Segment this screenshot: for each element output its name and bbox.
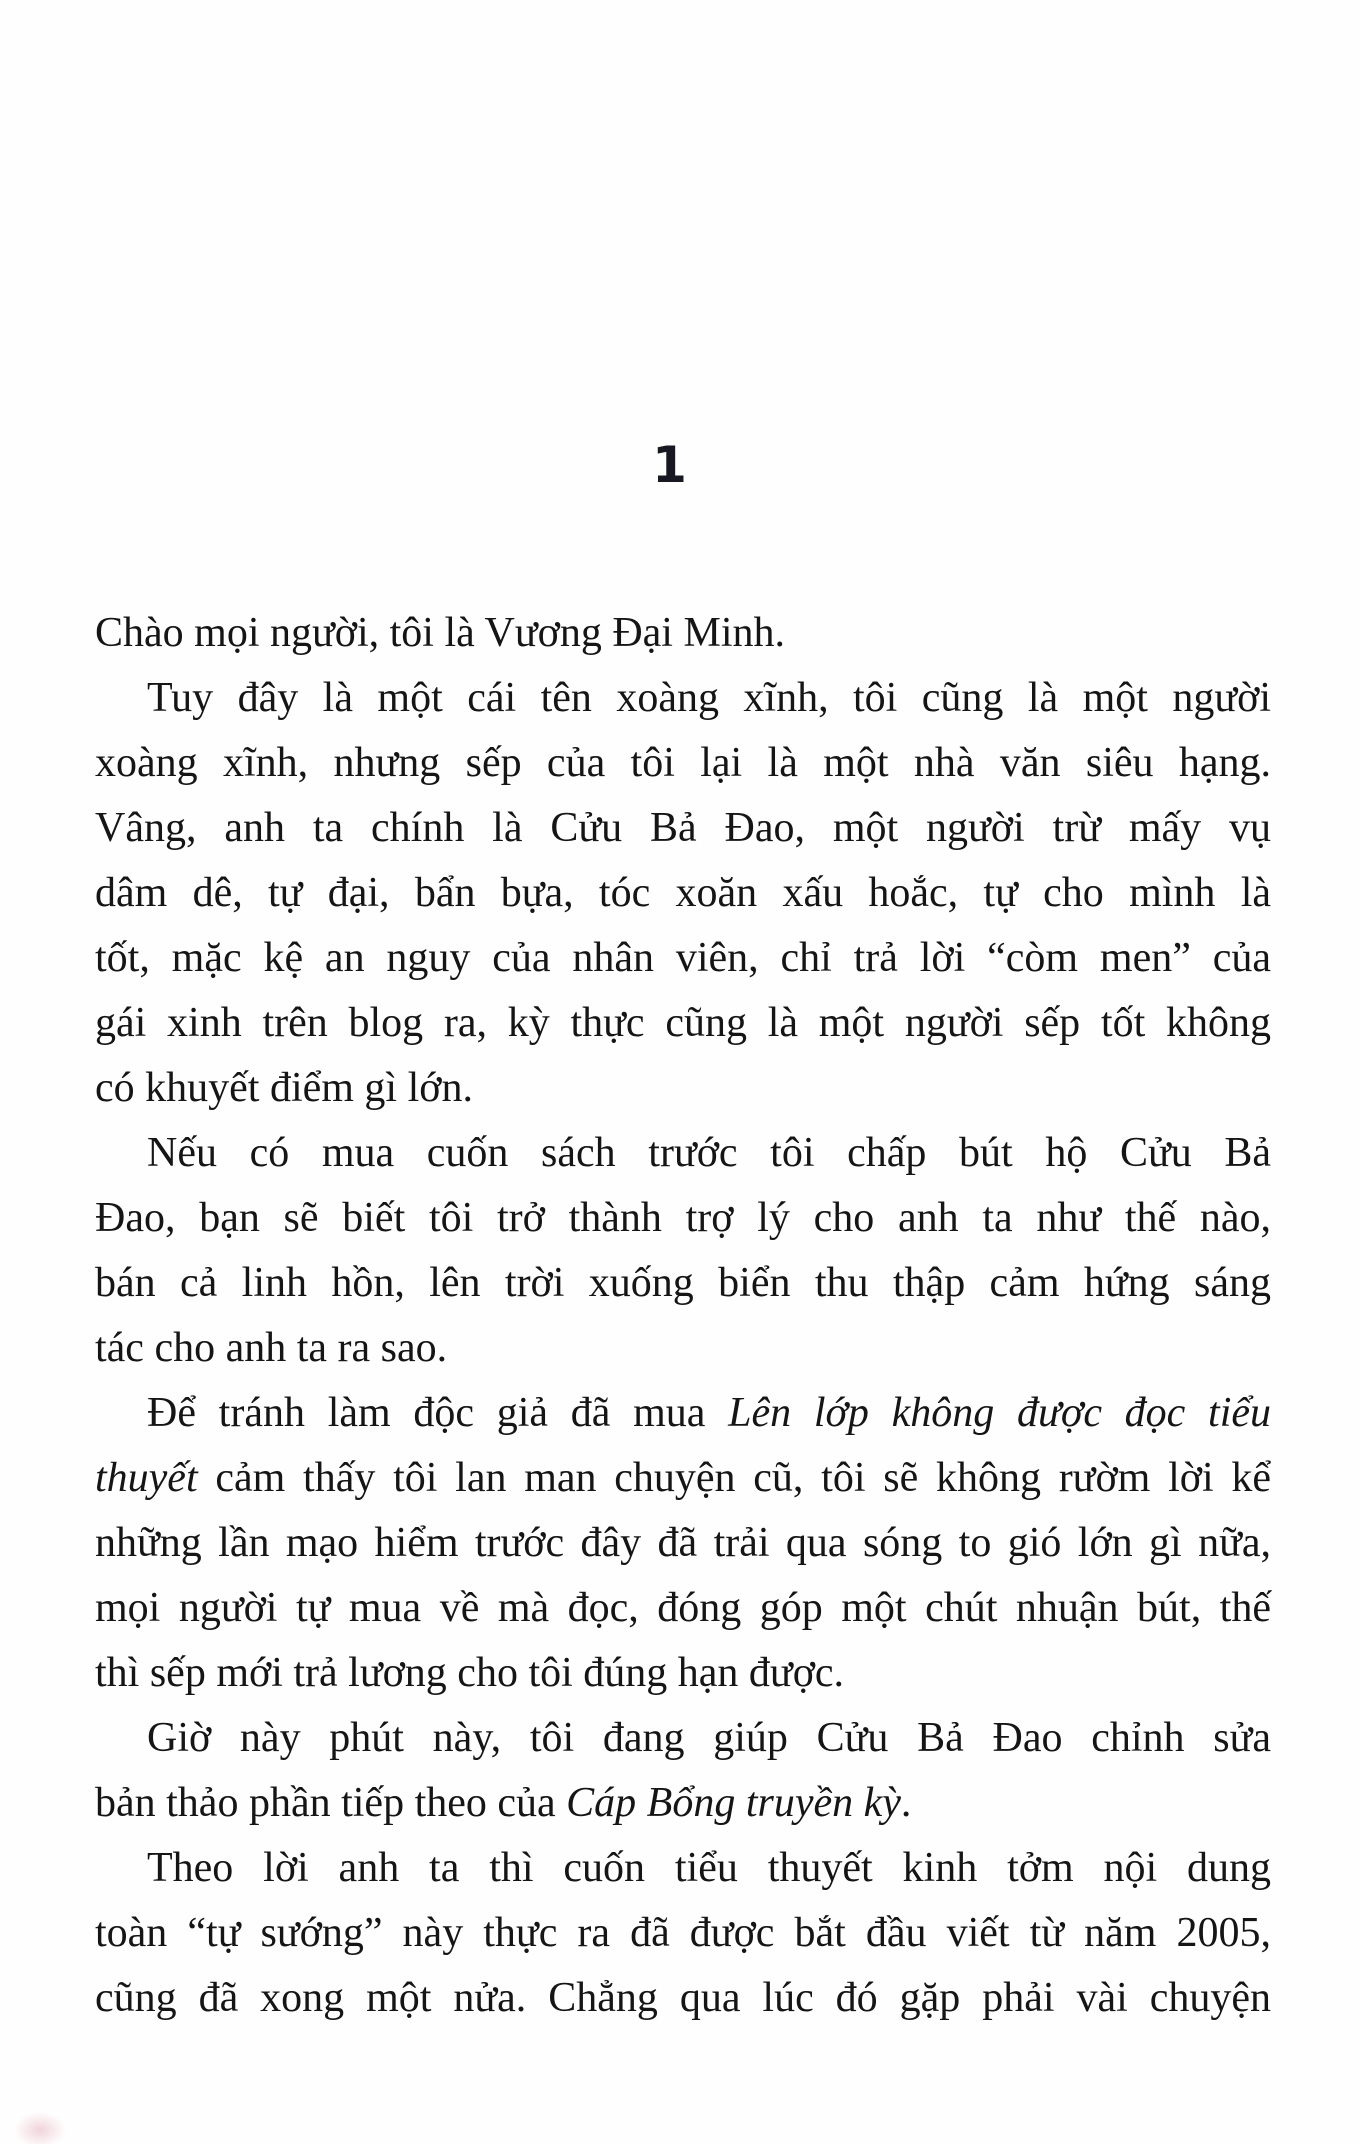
body-text: mọi người tự mua về mà đọc, đóng góp một chút nhuận bút, thế [95, 1585, 1271, 1631]
page-smudge [14, 2112, 66, 2144]
body-text: bán cả linh hồn, lên trời xuống biển thu thập cảm hứng sáng [95, 1260, 1271, 1306]
text-line [95, 1121, 1271, 1186]
text-line [95, 601, 1271, 666]
book-title-text: Lên lớp không được đọc tiểu [728, 1390, 1272, 1436]
text-line [95, 991, 1271, 1056]
text-line [95, 1251, 1271, 1316]
text-line [95, 1576, 1271, 1641]
body-text: dâm dê, tự đại, bẩn bựa, tóc xoăn xấu hoắc, tự cho mình là [95, 870, 1271, 916]
body-text: Nếu có mua cuốn sách trước tôi chấp bút hộ Cửu Bả [147, 1130, 1271, 1176]
body-text: . [900, 1780, 912, 1826]
text-line [95, 1446, 1271, 1511]
body-text: Đao, bạn sẽ biết tôi trở thành trợ lý cho anh ta như thế nào, [95, 1195, 1271, 1241]
body-text: tốt, mặc kệ an nguy của nhân viên, chỉ trả lời “còm men” của [95, 935, 1271, 981]
body-text: Vâng, anh ta chính là Cửu Bả Đao, một người trừ mấy vụ [95, 805, 1271, 851]
text-line [95, 666, 1271, 731]
body-text: cũng đã xong một nửa. Chẳng qua lúc đó gặp phải vài chuyện [95, 1975, 1271, 2021]
body-text: gái xinh trên blog ra, kỳ thực cũng là một người sếp tốt không [95, 1000, 1271, 1046]
text-line [95, 731, 1271, 796]
text-line [95, 1901, 1271, 1966]
text-line [95, 861, 1271, 926]
body-text: Theo lời anh ta thì cuốn tiểu thuyết kinh tởm nội dung [147, 1845, 1271, 1891]
body-text: Giờ này phút này, tôi đang giúp Cửu Bả Đao chỉnh sửa [147, 1715, 1271, 1761]
text-line [95, 796, 1271, 861]
body-text: Để tránh làm độc giả đã mua [147, 1390, 729, 1436]
text-line [95, 926, 1271, 991]
body-text: xoàng xĩnh, nhưng sếp của tôi lại là một nhà văn siêu hạng. [95, 740, 1271, 786]
chapter-number: 1 [652, 436, 688, 494]
text-line [95, 1771, 1271, 1836]
body-text: Tuy đây là một cái tên xoàng xĩnh, tôi cũng là một người [147, 675, 1271, 721]
body-text: Chào mọi người, tôi là Vương Đại Minh. [95, 610, 785, 656]
text-line [95, 1186, 1271, 1251]
body-text: toàn “tự sướng” này thực ra đã được bắt đầu viết từ năm 2005, [95, 1910, 1271, 1956]
text-line [95, 1836, 1271, 1901]
text-line [95, 1641, 1271, 1706]
text-line [95, 1056, 1271, 1121]
body-text: những lần mạo hiểm trước đây đã trải qua sóng to gió lớn gì nữa, [95, 1520, 1271, 1566]
text-line [95, 1511, 1271, 1576]
text-line [95, 1966, 1271, 2031]
body-text: có khuyết điểm gì lớn. [95, 1065, 473, 1111]
body-text: cảm thấy tôi lan man chuyện cũ, tôi sẽ không rườm lời kể [197, 1455, 1271, 1501]
book-title-text: thuyết [95, 1455, 198, 1501]
book-title-text: Cáp Bổng truyền kỳ [566, 1780, 901, 1826]
text-line [95, 1706, 1271, 1771]
text-column [95, 601, 1271, 2031]
body-text: thì sếp mới trả lương cho tôi đúng hạn được. [95, 1650, 845, 1696]
body-text: bản thảo phần tiếp theo của [95, 1780, 567, 1826]
text-line [95, 1381, 1271, 1446]
body-text: tác cho anh ta ra sao. [95, 1325, 448, 1371]
text-line [95, 1316, 1271, 1381]
